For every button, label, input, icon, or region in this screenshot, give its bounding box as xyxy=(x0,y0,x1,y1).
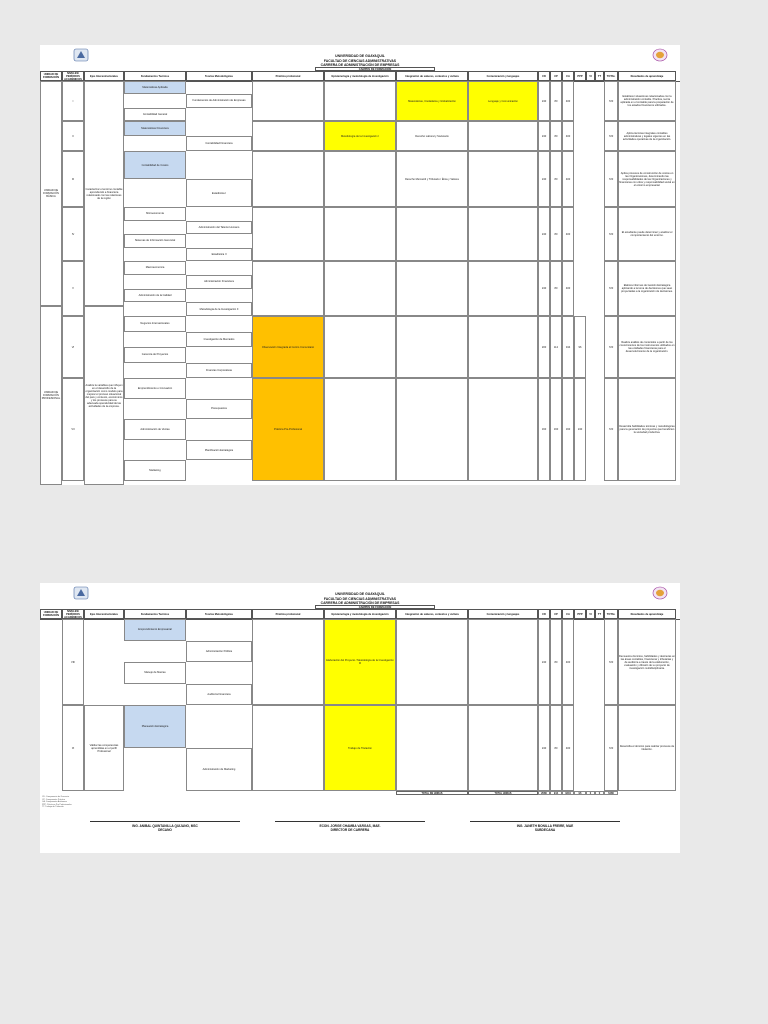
eje-profesional: Analiza la variables que influyen en el desarrollo de la organización como modelo para mejorar el proceso situacional del país y contexto, económicos y los procesos para su adecuada operatividad de las actividades de la empresa. xyxy=(84,306,124,485)
hours-cell: 96 xyxy=(574,316,586,378)
subject-cell: Administración Pública xyxy=(186,641,252,663)
result-cell: Establecer situaciones relacionadas con la administración contable. Practica, teoría aplicada en el contable para la preparación de los estados financieros utilizados. xyxy=(618,81,676,121)
university-title: UNIVERSIDAD DE GUAYAQUIL xyxy=(335,54,385,58)
col-nivel: NIVELES/ PERÍODOS ACADÉMICOS xyxy=(62,71,84,81)
hours-cell: 80 xyxy=(550,705,562,791)
note-line: PPP: Prácticas Pre Profesionales xyxy=(42,803,72,806)
total-cell: 720 xyxy=(604,705,618,791)
col-teorias: Teorías Metodológicas xyxy=(186,71,252,81)
subject-cell: Matemáticas Aplicada xyxy=(124,81,186,94)
col-unidad: UNIDAD DE FORMACIÓN xyxy=(40,609,62,619)
epistemologia-cell: Trabajo de Titulación xyxy=(324,705,396,791)
total-cell: 720 xyxy=(604,316,618,378)
subject-cell: Estadística II xyxy=(186,248,252,262)
result-cell: El estudiante puede determinar y analizar el comportamiento del entorno. xyxy=(618,207,676,261)
career-title: CARRERA DE ADMINISTRACIÓN DE EMPRESAS xyxy=(320,63,400,68)
level-cell: VI xyxy=(62,316,84,378)
unit-basica: UNIDAD DE FORMACIÓN BÁSICA xyxy=(40,81,62,306)
document-page-2 xyxy=(40,583,680,853)
signature-role: SUBDECANA xyxy=(534,828,556,832)
epistemologia-cell xyxy=(324,261,396,316)
document-page-1 xyxy=(40,45,680,485)
hours-cell: 240 xyxy=(538,151,550,207)
note-line: CD: Componente de Docencia xyxy=(42,796,70,798)
total-hours-value: 2080 xyxy=(538,791,550,795)
col-teorias: Teorías Metodológicas xyxy=(186,609,252,619)
signature-decano xyxy=(90,821,240,832)
total-hours-value: 3304 xyxy=(562,791,574,795)
col-cd: CD xyxy=(538,71,550,81)
subject-cell: Fundamentos de Administración de Empresas xyxy=(186,94,252,107)
comunicacion-cell xyxy=(468,207,538,261)
level-cell: IX xyxy=(62,705,84,791)
col-ca: CA xyxy=(562,609,574,619)
col-epistemologia: Epistemología y metodología de investigación xyxy=(324,609,396,619)
hours-cell: 160 xyxy=(538,378,550,481)
hours-cell: 400 xyxy=(562,261,574,316)
col-unidad: UNIDAD DE FORMACIÓN xyxy=(40,71,62,81)
subject-cell: Metodología de la Investigación II xyxy=(186,302,252,316)
faculty-title: FACULTAD DE CIENCIAS ADMINISTRATIVAS xyxy=(323,596,397,601)
faculty-seal-right-icon xyxy=(652,48,668,62)
subject-cell: Planificación Estratégica xyxy=(186,440,252,461)
col-ppp: PPP xyxy=(574,609,586,619)
epistemologia-cell xyxy=(324,151,396,207)
totals-label-1: TOTAL DE HORAS xyxy=(396,791,468,795)
integracion-cell xyxy=(396,207,468,261)
document-header-2 xyxy=(240,592,480,606)
comunicacion-cell: Lenguaje y Comunicación xyxy=(468,81,538,121)
epistemologia-cell xyxy=(324,207,396,261)
level-cell: VII xyxy=(62,378,84,481)
practica-cell xyxy=(252,207,324,261)
col-epistemologia: Epistemología y metodología de investigación xyxy=(324,71,396,81)
subject-cell: Presupuestos xyxy=(186,399,252,420)
practica-cell: Observación Integrada al Centro Comunitario xyxy=(252,316,324,378)
campos-header: CAMPOS DE FORMACIÓN xyxy=(315,67,435,71)
integracion-cell xyxy=(396,378,468,481)
integracion-cell: Derecho Laboral y Societario xyxy=(396,121,468,151)
col-ejes: Ejes Interestructurales xyxy=(84,71,124,81)
col-comunicacion: Comunicación y lenguajes xyxy=(468,71,538,81)
total-cell: 720 xyxy=(604,261,618,316)
eje-ix: Validar las competencias aprendidas en el perfil Profesional xyxy=(84,705,124,791)
result-cell: Aplica procesos de construcción de costos en las Organizaciones, determinando las responsabilidades de las Organizaciones y financieras con ética y responsabilidad social en el entorno empresarial. xyxy=(618,151,676,207)
subject-cell: Contabilidad General xyxy=(124,108,186,121)
level-cell: V xyxy=(62,261,84,316)
comunicacion-cell xyxy=(468,261,538,316)
practica-cell xyxy=(252,705,324,791)
integracion-cell: Matemáticas, Ciudadanía y Globalización xyxy=(396,81,468,121)
col-total: TOTAL xyxy=(604,71,618,81)
subject-cell: Negocios Internacionales xyxy=(124,316,186,332)
subject-cell: Administración Financiera xyxy=(186,275,252,289)
hours-cell: 400 xyxy=(562,207,574,261)
note-line: TT: Trabajo de Titulación xyxy=(42,806,64,809)
hours-cell: 400 xyxy=(562,81,574,121)
university-title: UNIVERSIDAD DE GUAYAQUIL xyxy=(335,592,385,596)
faculty-seal-right-icon xyxy=(652,586,668,600)
practica-cell xyxy=(252,81,324,121)
col-tt: TT xyxy=(595,609,604,619)
hours-cell: 240 xyxy=(538,207,550,261)
subject-cell: Contabilidad de Costos xyxy=(124,151,186,179)
col-fundamentos: Fundamentos Teóricos xyxy=(124,71,186,81)
subject-cell: Emprendimiento e Innovación xyxy=(124,378,186,399)
subject-cell: Microeconomía xyxy=(124,207,186,221)
subject-cell: Investigación de Mercados xyxy=(186,332,252,348)
signature-role: DECANO xyxy=(158,828,172,832)
col-resultados: Resultados de aprendizaje xyxy=(618,71,676,81)
integracion-cell xyxy=(396,619,468,705)
integracion-cell xyxy=(396,705,468,791)
subject-cell: Auditoría Financiera xyxy=(186,684,252,706)
comunicacion-cell xyxy=(468,151,538,207)
col-cp: CP xyxy=(550,609,562,619)
hours-cell: 240 xyxy=(538,705,550,791)
result-cell: Realiza análisis de contenidos a partir de los conocimientos de los instrumentos utilizados en las entidades financieras para el desenvolvimiento de la organización. xyxy=(618,316,676,378)
practica-cell xyxy=(252,261,324,316)
practica-cell: Práctica Pre-Profesional xyxy=(252,378,324,481)
signature-name: ECON. JORGE CHAMBA VARGAS, MAE. xyxy=(319,824,381,828)
total-cell: 720 xyxy=(604,151,618,207)
subject-cell: Gerencia de Proyectos xyxy=(124,347,186,363)
result-cell: Elabora informes de Gestión Estratégica aplicando a la toma de decisiones que sean proyectadas a la organización de decisiones. xyxy=(618,261,676,316)
subject-cell: Estadística I xyxy=(186,179,252,207)
note-line: CA: Componente Autónomo xyxy=(42,801,67,804)
integracion-cell xyxy=(396,261,468,316)
signature-name: ING. JANETH BONILLA FREIRE, MAE xyxy=(516,824,574,828)
total-cell: 720 xyxy=(604,207,618,261)
hours-cell: 80 xyxy=(550,81,562,121)
col-vi: VI xyxy=(586,609,595,619)
hours-cell: 80 xyxy=(550,619,562,705)
hours-cell: 400 xyxy=(562,619,574,705)
total-cell: 720 xyxy=(604,81,618,121)
hours-cell: 240 xyxy=(574,378,586,481)
total-hours-value: 96 xyxy=(574,791,586,795)
col-integracion: Integración de saberes, contextos y cultura xyxy=(396,71,468,81)
total-cell: 720 xyxy=(604,619,618,705)
col-cd: CD xyxy=(538,609,550,619)
total-hours-value: 944 xyxy=(550,791,562,795)
document-header xyxy=(240,54,480,68)
level-cell: II xyxy=(62,121,84,151)
hours-cell: 240 xyxy=(538,121,550,151)
epistemologia-cell xyxy=(324,378,396,481)
comunicacion-cell xyxy=(468,378,538,481)
col-integracion: Integración de saberes, contextos y cultura xyxy=(396,609,468,619)
result-cell: Demuestra dominios, habilidades y destrezas en las áreas contables, financieras y tributarias y de auditoría a través de la elaboración, evaluación y difusión de su proyecto de investigación multidisciplinaria. xyxy=(618,619,676,705)
comunicacion-cell xyxy=(468,316,538,378)
practica-cell xyxy=(252,619,324,705)
level-cell: I xyxy=(62,81,84,121)
result-cell: Desarrolla el dominio para realizar procesos de titulación. xyxy=(618,705,676,791)
eje-basica: Caracterizar el entorno contable aprendiendo a financiera relacionado con las relaciones de la región xyxy=(84,81,124,306)
university-logo-left-icon xyxy=(73,586,89,600)
hours-cell: 160 xyxy=(562,378,574,481)
hours-cell: 80 xyxy=(550,207,562,261)
abbreviation-notes xyxy=(42,796,72,809)
col-nivel: NIVELES/ PERÍODOS ACADÉMICOS xyxy=(62,609,84,619)
hours-cell: 80 xyxy=(550,261,562,316)
hours-cell: 80 xyxy=(550,121,562,151)
comunicacion-cell xyxy=(468,705,538,791)
subject-cell: Emprendimiento Empresarial xyxy=(124,619,186,641)
totals-label-2: TOTAL HORAS xyxy=(468,791,538,795)
integracion-cell xyxy=(396,316,468,378)
col-cp: CP xyxy=(550,71,562,81)
epistemologia-cell xyxy=(324,81,396,121)
campos-header-2: CAMPOS DE FORMACIÓN xyxy=(315,605,435,609)
col-ca: CA xyxy=(562,71,574,81)
subject-cell: Sistemas de Información Gerencial xyxy=(124,234,186,248)
signature-director xyxy=(275,821,425,832)
hours-cell: 80 xyxy=(550,151,562,207)
unit-profesional: UNIDAD DE FORMACIÓN PROFESIONAL xyxy=(40,306,62,485)
col-ejes: Ejes Interestructurales xyxy=(84,609,124,619)
hours-cell: 400 xyxy=(562,705,574,791)
hours-cell: 400 xyxy=(562,151,574,207)
subject-cell: Administración del Talento Humano xyxy=(186,221,252,235)
level-cell: VIII xyxy=(62,619,84,705)
col-ppp: PPP xyxy=(574,71,586,81)
hours-cell: 240 xyxy=(538,619,550,705)
subject-cell: Contabilidad Financiera xyxy=(186,136,252,151)
signature-subdecana xyxy=(470,821,620,832)
epistemologia-cell: Metodología de la Investigación I xyxy=(324,121,396,151)
total-cell: 720 xyxy=(604,378,618,481)
subject-cell: Macroeconomía xyxy=(124,261,186,275)
epistemologia-cell xyxy=(324,316,396,378)
practica-cell xyxy=(252,121,324,151)
subject-cell: Administración de Ventas xyxy=(124,419,186,440)
hours-cell: 240 xyxy=(538,81,550,121)
practica-cell xyxy=(252,151,324,207)
comunicacion-cell xyxy=(468,121,538,151)
col-tt: TT xyxy=(595,71,604,81)
university-logo-left-icon xyxy=(73,48,89,62)
integracion-cell: Derecho Mercantil y Tributario / Ética y Valores xyxy=(396,151,468,207)
hours-cell: 112 xyxy=(550,316,562,378)
total-cell: 720 xyxy=(604,121,618,151)
total-hours-value: 6480 xyxy=(604,791,618,795)
result-cell: Aplica técnicas integrales contables administrativas y legales vigentes en las actividades operativas de la organización. xyxy=(618,121,676,151)
hours-cell: 344 xyxy=(562,316,574,378)
signature-role: DIRECTOR DE CARRERA xyxy=(330,828,370,832)
col-fundamentos: Fundamentos Teóricos xyxy=(124,609,186,619)
epistemologia-cell: Elaboración del Proyecto / Metodología de la Investigación III xyxy=(324,619,396,705)
subject-cell: Manejo de Marcas xyxy=(124,662,186,684)
level-cell: III xyxy=(62,151,84,207)
col-total: TOTAL xyxy=(604,609,618,619)
subject-cell: Marketing xyxy=(124,460,186,481)
comunicacion-cell xyxy=(468,619,538,705)
hours-cell: 240 xyxy=(538,261,550,316)
subject-cell: Matemáticas Financiera xyxy=(124,121,186,136)
col-vi: VI xyxy=(586,71,595,81)
col-comunicacion: Comunicación y lenguajes xyxy=(468,609,538,619)
signature-name: ING. ANIBAL QUINTANILLA QUIJANO, MSC xyxy=(132,824,198,828)
subject-cell: Finanzas Corporativas xyxy=(186,363,252,379)
hours-cell: 400 xyxy=(562,121,574,151)
result-cell: Desarrolla habilidades técnicas y metodológicas para la generación de proyectos que beneficien la sociedad productiva. xyxy=(618,378,676,481)
total-hours-value: 0 xyxy=(595,791,604,795)
hours-cell: 200 xyxy=(538,316,550,378)
faculty-title: FACULTAD DE CIENCIAS ADMINISTRATIVAS xyxy=(323,58,397,63)
hours-cell: 160 xyxy=(550,378,562,481)
col-practica: Práctica profesional xyxy=(252,609,324,619)
subject-cell: Administración de la Calidad xyxy=(124,289,186,303)
subject-cell: Administración de Marketing xyxy=(186,748,252,791)
level-cell: IV xyxy=(62,207,84,261)
subject-cell: Planeación Estratégica xyxy=(124,705,186,748)
total-hours-value: 0 xyxy=(586,791,595,795)
note-line: CP: Componente Práctico xyxy=(42,798,66,801)
col-resultados: Resultados de aprendizaje xyxy=(618,609,676,619)
col-practica: Práctica profesional xyxy=(252,71,324,81)
career-title: CARRERA DE ADMINISTRACIÓN DE EMPRESAS xyxy=(320,601,400,606)
